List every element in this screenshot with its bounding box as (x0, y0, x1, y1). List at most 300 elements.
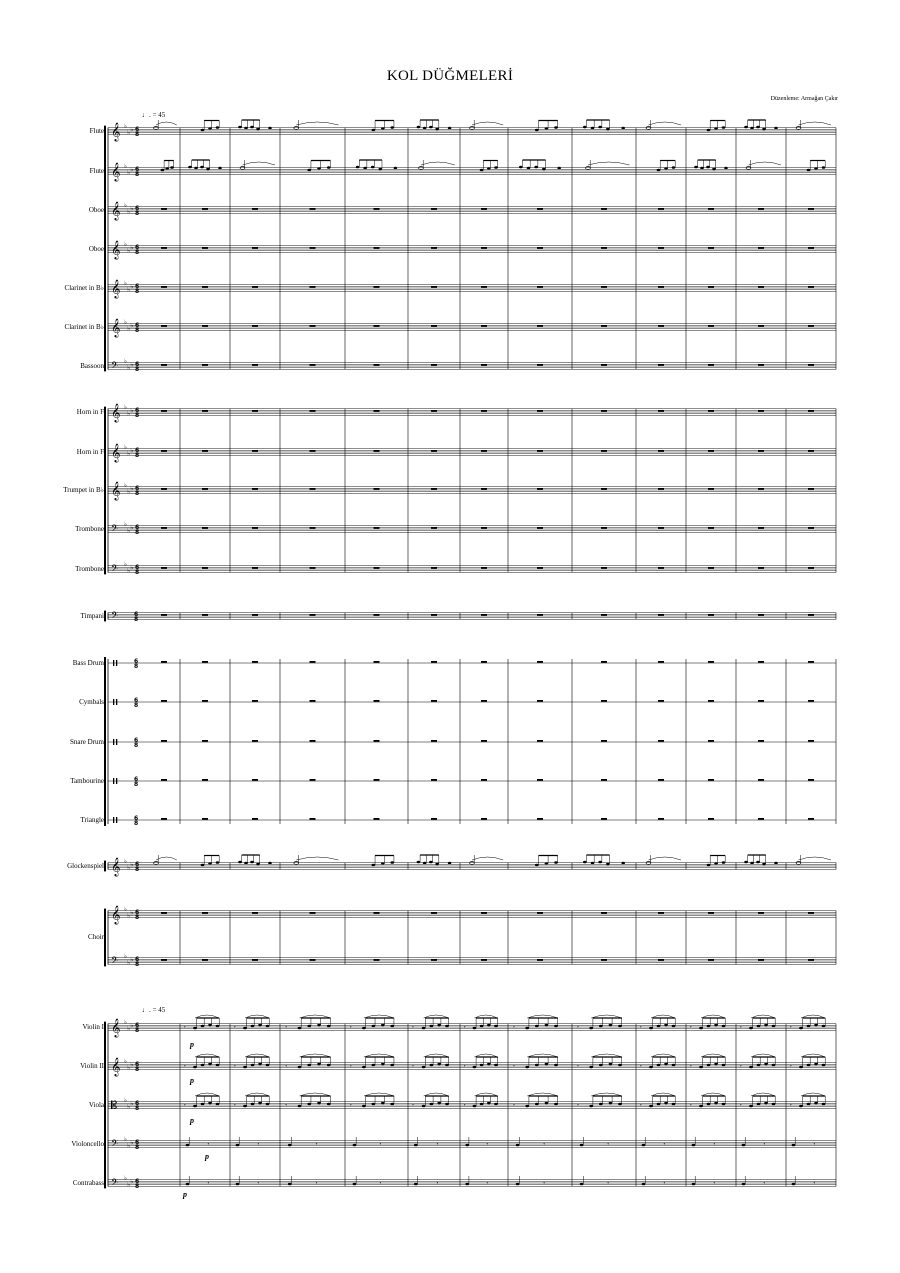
measure-rest (537, 286, 543, 288)
note-head (356, 166, 360, 169)
score-title: KOL DÜĞMELERİ (386, 68, 514, 84)
note-head (598, 126, 602, 129)
note-head (657, 1103, 661, 1106)
tie (649, 857, 682, 860)
measure-rest (537, 818, 543, 820)
note-head (814, 167, 818, 170)
measure-rest (481, 247, 487, 249)
note-head (554, 1064, 558, 1067)
note-head (372, 1064, 376, 1067)
note-head (251, 1103, 255, 1106)
measure-rest (252, 661, 258, 663)
eighth-rest: 𝄾 (543, 1141, 545, 1148)
eighth-rest: 𝄾 (513, 1024, 515, 1031)
note-head (535, 1103, 539, 1106)
note-head (298, 1027, 302, 1030)
key-flat: ♭ (127, 1064, 131, 1072)
measure-rest (161, 567, 167, 569)
time-signature-bottom: 8 (135, 249, 140, 256)
percussion-clef (113, 699, 114, 705)
measure-rest (431, 567, 437, 569)
note-head (606, 863, 610, 866)
measure-rest (252, 247, 258, 249)
note-head (822, 1064, 826, 1067)
key-flat: ♭ (127, 325, 131, 333)
eighth-rest: 𝄾 (315, 1141, 318, 1148)
note-head (589, 1105, 593, 1108)
measure-rest (658, 740, 664, 742)
measure-rest (310, 567, 316, 569)
note-head (288, 1144, 292, 1147)
measure-rest (708, 364, 714, 366)
note-head (470, 862, 475, 865)
note-head (480, 169, 484, 172)
eighth-rest: 𝄾 (640, 1024, 642, 1031)
note-head (238, 126, 242, 129)
note-head (362, 1066, 366, 1069)
time-signature-bottom: 8 (135, 171, 140, 178)
measure-rest (310, 208, 316, 210)
note-head (591, 127, 595, 130)
note-head (423, 127, 427, 130)
key-flat: ♭ (127, 567, 131, 575)
time-signature-bottom: 8 (135, 529, 140, 536)
key-flat: ♭ (130, 1061, 134, 1069)
measure-rest (252, 912, 258, 914)
note-head (363, 167, 367, 170)
measure-rest (708, 818, 714, 820)
tie (472, 857, 503, 860)
measure-rest (708, 912, 714, 914)
note-head (194, 167, 198, 170)
measure-rest (708, 700, 714, 702)
measure-rest (252, 325, 258, 327)
note-head (580, 1183, 584, 1186)
key-flat: ♭ (127, 488, 131, 496)
key-flat: ♭ (127, 1025, 131, 1033)
note-head (807, 1103, 811, 1106)
measure-rest (601, 959, 607, 961)
note-head (744, 126, 748, 129)
note-head (822, 1103, 826, 1106)
note-head (772, 1025, 776, 1028)
percussion-clef (116, 699, 117, 705)
note-head (473, 1066, 477, 1069)
note-head (583, 861, 587, 864)
measure-rest (481, 661, 487, 663)
measure-rest (252, 450, 258, 452)
note-head (714, 1024, 718, 1027)
instrument-label-viola: Viola (88, 1101, 104, 1109)
note-head (381, 1063, 385, 1066)
note-head (756, 861, 760, 864)
note-head (598, 861, 602, 864)
note-head (744, 861, 748, 864)
key-flat: ♭ (127, 1142, 131, 1150)
measure-rest (310, 818, 316, 820)
note-head (236, 1144, 240, 1147)
instrument-label-bassoon: Bassoon (80, 362, 104, 370)
measure-rest (431, 364, 437, 366)
note-head (216, 1025, 220, 1028)
note-head (749, 1105, 753, 1108)
eighth-rest: 𝄾 (513, 1063, 515, 1070)
instrument-label-violin-2: Violin II (80, 1062, 104, 1070)
clef-symbol: 𝄞 (111, 122, 121, 141)
percussion-clef (113, 739, 114, 745)
note-head (188, 166, 192, 169)
eighth-rest: 𝄾 (486, 1180, 489, 1187)
note-head (545, 127, 549, 130)
time-signature-bottom: 8 (135, 490, 140, 497)
note-head (807, 169, 811, 172)
measure-rest (808, 779, 814, 781)
measure-rest (310, 614, 316, 616)
note-head (649, 1066, 653, 1069)
note-head (618, 1025, 622, 1028)
time-signature-top: 6 (135, 955, 140, 963)
note-head (699, 1027, 703, 1030)
clef-symbol: 𝄢 (111, 523, 119, 536)
time-signature-bottom: 8 (134, 702, 139, 709)
note-head (487, 167, 491, 170)
key-flat: ♭ (130, 361, 134, 369)
note-head (216, 861, 220, 864)
note-head (535, 1064, 539, 1067)
key-flat: ♭ (124, 520, 127, 528)
note-head (243, 1105, 247, 1108)
measure-rest (374, 527, 380, 529)
note-head (216, 126, 220, 129)
eighth-rest: 𝄾 (607, 1141, 609, 1148)
note-head (494, 1103, 498, 1106)
time-signature-top: 6 (135, 282, 140, 290)
note-head (554, 1103, 558, 1106)
key-flat: ♭ (124, 1135, 127, 1143)
instrument-label-trumpet: Trumpet in B♭ (63, 486, 104, 494)
note-head (256, 128, 260, 131)
measure-rest (758, 247, 764, 249)
tempo-marking-strings: ♩. = 45 (142, 1006, 166, 1014)
eighth-rest: 𝄾 (436, 1180, 439, 1187)
note-head (208, 1102, 212, 1105)
measure-rest (658, 614, 664, 616)
time-signature-top: 6 (134, 736, 139, 744)
eighth-rest: 𝄾 (234, 1063, 236, 1070)
time-signature-bottom: 8 (135, 866, 140, 873)
time-signature-top: 6 (135, 1060, 140, 1068)
eighth-rest: 𝄾 (436, 1141, 439, 1148)
note-head (390, 861, 394, 864)
measure-rest (758, 527, 764, 529)
note-head (437, 1024, 441, 1027)
key-flat: ♭ (124, 857, 127, 865)
clef-symbol: 𝄞 (111, 201, 121, 220)
eighth-rest: 𝄾 (315, 1180, 318, 1187)
measure-rest (310, 410, 316, 412)
measure-rest (374, 488, 380, 490)
time-signature-top: 6 (135, 446, 140, 454)
note-head (154, 862, 159, 865)
note-head (216, 1103, 220, 1106)
measure-rest (431, 208, 437, 210)
time-signature-top: 6 (135, 204, 140, 212)
measure-rest (431, 410, 437, 412)
note-head (186, 1183, 190, 1186)
note-head (161, 169, 165, 172)
measure-rest (808, 247, 814, 249)
measure-rest (481, 325, 487, 327)
note-head (722, 126, 726, 129)
key-flat: ♭ (124, 162, 127, 170)
measure-rest (161, 364, 167, 366)
eighth-rest: 𝄾 (379, 1180, 382, 1187)
measure-rest (374, 912, 380, 914)
instrument-label-flute-1: Flute (89, 127, 104, 135)
measure-rest (537, 527, 543, 529)
key-flat: ♭ (124, 1057, 127, 1065)
eighth-rest: 𝄾 (257, 1180, 260, 1187)
time-signature-top: 6 (135, 1099, 140, 1107)
key-flat: ♭ (130, 485, 134, 493)
measure-rest (481, 779, 487, 781)
measure-rest (161, 614, 167, 616)
measure-rest (537, 661, 543, 663)
measure-rest (310, 364, 316, 366)
note-head (757, 1025, 761, 1028)
note-head (327, 1025, 331, 1028)
measure-rest (708, 450, 714, 452)
tie (296, 122, 338, 125)
note-head (294, 862, 299, 865)
measure-rest (310, 450, 316, 452)
note-head (240, 167, 245, 170)
measure-rest (708, 614, 714, 616)
note-head (714, 1063, 718, 1066)
measure-rest (601, 614, 607, 616)
measure-rest (808, 959, 814, 961)
note-head (288, 1183, 292, 1186)
key-flat: ♭ (127, 169, 131, 177)
measure-rest (758, 208, 764, 210)
note-head (545, 1102, 549, 1105)
note-head (258, 1024, 262, 1027)
note-head (749, 1066, 753, 1069)
dynamic-violin-2: p (190, 1076, 194, 1085)
tie (156, 122, 177, 125)
clef-symbol: 𝄞 (111, 443, 121, 462)
clef-symbol: 𝄞 (111, 857, 121, 876)
eighth-rest: 𝄾 (184, 1024, 186, 1031)
key-flat: ♭ (130, 166, 134, 174)
arranger-credit: Düzenleme: Armağan Çakır (770, 96, 838, 102)
measure-rest (708, 325, 714, 327)
clef-symbol: 𝄞 (111, 905, 121, 924)
note-head (465, 1183, 469, 1186)
note-head (200, 166, 204, 169)
time-signature-top: 6 (134, 775, 139, 783)
note-head (657, 169, 661, 172)
measure-rest (481, 818, 487, 820)
time-signature-top: 6 (135, 563, 140, 571)
note-head (419, 167, 424, 170)
note-head (327, 1064, 331, 1067)
note-head (307, 1064, 311, 1067)
note-head (814, 1024, 818, 1027)
measure-rest (808, 364, 814, 366)
measure-rest (537, 959, 543, 961)
note-head (381, 1024, 385, 1027)
key-flat: ♭ (130, 205, 134, 213)
note-head (700, 167, 704, 170)
note-head (722, 861, 726, 864)
note-head (589, 1027, 593, 1030)
eighth-rest: 𝄾 (379, 1141, 382, 1148)
note-head (430, 1064, 434, 1067)
measure-rest (537, 740, 543, 742)
eighth-rest: 𝄾 (663, 1141, 666, 1148)
eighth-rest: 𝄾 (813, 1141, 816, 1148)
key-flat: ♭ (127, 1181, 131, 1189)
note-head (764, 1024, 768, 1027)
note-head (525, 1066, 529, 1069)
measure-rest (808, 614, 814, 616)
note-head (757, 1103, 761, 1106)
note-head (430, 1025, 434, 1028)
measure-rest (658, 959, 664, 961)
measure-rest (708, 410, 714, 412)
measure-rest (252, 818, 258, 820)
note-head (712, 168, 716, 171)
note-head (378, 168, 382, 171)
note-head (487, 1063, 491, 1066)
measure-rest (601, 779, 607, 781)
measure-rest (658, 661, 664, 663)
note-head (294, 127, 299, 130)
key-flat: ♭ (127, 912, 131, 920)
note-head (714, 1102, 718, 1105)
instrument-label-horn-1: Horn in F (76, 408, 104, 416)
note-head (618, 1103, 622, 1106)
clef-symbol: 𝄞 (111, 162, 121, 181)
key-flat: ♭ (124, 905, 127, 913)
measure-rest (202, 247, 208, 249)
key-flat: ♭ (124, 952, 127, 960)
note-head (618, 1064, 622, 1067)
note-head (353, 1144, 357, 1147)
time-signature-bottom: 8 (134, 742, 139, 749)
time-signature-bottom: 8 (135, 1027, 140, 1034)
key-flat: ♭ (124, 481, 127, 489)
eighth-rest: 𝄾 (412, 1063, 414, 1070)
eighth-rest: 𝄾 (463, 1102, 466, 1109)
key-flat: ♭ (130, 244, 134, 252)
eighth-rest: 𝄾 (690, 1102, 692, 1109)
clef-symbol: 𝄞 (111, 481, 121, 500)
note-head (448, 127, 452, 130)
eighth-rest: 𝄾 (350, 1063, 352, 1070)
note-head (642, 1144, 646, 1147)
note-head (772, 1064, 776, 1067)
note-head (525, 1105, 529, 1108)
measure-rest (431, 286, 437, 288)
note-head (557, 167, 561, 170)
note-head (445, 1025, 449, 1028)
note-head (473, 1027, 477, 1030)
time-signature-top: 6 (135, 484, 140, 492)
percussion-clef (116, 778, 117, 784)
measure-rest (758, 959, 764, 961)
measure-rest (431, 527, 437, 529)
key-flat: ♭ (130, 524, 134, 532)
note-head (722, 1103, 726, 1106)
measure-rest (310, 661, 316, 663)
note-head (792, 1144, 796, 1147)
time-signature-top: 6 (135, 1177, 140, 1185)
key-flat: ♭ (130, 283, 134, 291)
note-head (186, 1144, 190, 1147)
time-signature-top: 6 (134, 696, 139, 704)
note-head (646, 127, 651, 130)
measure-rest (202, 740, 208, 742)
note-head (707, 1025, 711, 1028)
tie (649, 122, 682, 125)
note-head (792, 1183, 796, 1186)
eighth-rest: 𝄾 (513, 1102, 515, 1109)
clef-symbol: 𝄞 (111, 240, 121, 259)
measure-rest (310, 325, 316, 327)
note-head (480, 1025, 484, 1028)
note-head (672, 1103, 676, 1106)
measure-rest (310, 488, 316, 490)
key-flat: ♭ (130, 1178, 134, 1186)
note-head (250, 126, 254, 129)
time-signature-top: 6 (135, 406, 140, 414)
measure-rest (708, 488, 714, 490)
time-signature-bottom: 8 (135, 1144, 140, 1151)
note-head (429, 126, 433, 129)
measure-rest (161, 410, 167, 412)
note-head (381, 127, 385, 130)
time-signature-bottom: 8 (134, 781, 139, 788)
measure-rest (537, 567, 543, 569)
measure-rest (758, 325, 764, 327)
note-head (170, 166, 174, 169)
key-flat: ♭ (124, 279, 127, 287)
measure-rest (758, 700, 764, 702)
note-head (609, 1102, 613, 1105)
measure-rest (601, 700, 607, 702)
time-signature-top: 6 (135, 321, 140, 329)
time-signature-bottom: 8 (135, 131, 140, 138)
measure-rest (658, 700, 664, 702)
eighth-rest: 𝄾 (463, 1024, 466, 1031)
measure-rest (658, 364, 664, 366)
note-head (208, 1024, 212, 1027)
measure-rest (601, 912, 607, 914)
note-head (394, 167, 398, 170)
note-head (317, 1063, 321, 1066)
measure-rest (310, 286, 316, 288)
note-head (251, 1025, 255, 1028)
clef-symbol: 𝄢 (111, 563, 119, 576)
note-head (480, 1103, 484, 1106)
measure-rest (374, 450, 380, 452)
time-signature-bottom: 8 (135, 961, 140, 968)
measure-rest (252, 208, 258, 210)
measure-rest (758, 488, 764, 490)
measure-rest (161, 527, 167, 529)
